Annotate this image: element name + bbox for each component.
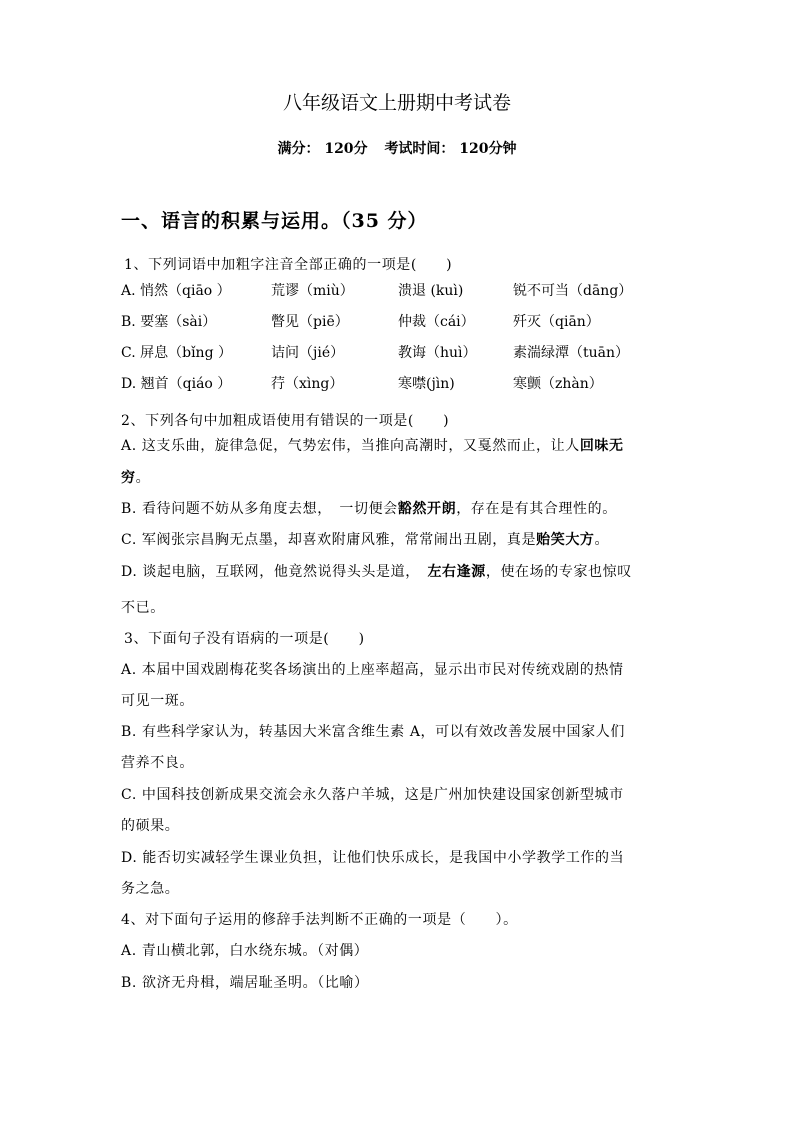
option-cell: 锐不可当（dāng） [513,283,633,299]
bold-idiom: 左右逢源 [427,564,486,580]
option-cell: 荒谬（miù） [271,283,354,299]
exam-time: 考试时间： 120分钟 [384,141,517,157]
option-cell: B. 要塞（sài） [121,314,217,330]
option-cell: D. 翘首（qiáo ） [121,376,232,392]
question-1-stem: 1、下列词语中加粗字注音全部正确的一项是( ) [124,257,453,273]
option-cell: 溃退 (kuì) [398,283,464,299]
bold-idiom: 穷 [121,470,136,486]
exam-meta [0,138,794,158]
option-text: ，使在场的专家也惊叹 [485,564,632,580]
question-3-option-b-cont: 营养不良。 [121,755,194,771]
question-3-option-c-cont: 的硕果。 [121,818,180,834]
question-3-option-a: A. 本届中国戏剧梅花奖各场演出的上座率超高，显示出市民对传统戏剧的热情 [121,662,624,678]
question-3-option-c: C. 中国科技创新成果交流会永久落户羊城，这是广州加快建设国家创新型城市 [121,787,624,803]
question-3-option-b: B. 有些科学家认为，转基因大米富含维生素 A，可以有效改善发展中国家人们 [121,724,625,740]
question-3-option-a-cont: 可见一斑。 [121,693,194,709]
option-text: ，存在是有其合理性的。 [456,501,617,517]
question-3-stem: 3、下面句子没有语病的一项是( ) [124,631,365,647]
option-cell: 素湍绿潭（tuān） [513,345,630,361]
option-cell: 歼灭（qiān） [513,314,600,330]
question-2-option-c [121,529,609,549]
question-3-option-d-cont: 务之急。 [121,881,180,897]
section-heading: 一、语言的积累与运用。（35 分） [121,210,428,232]
option-text: A. 这支乐曲，旋律急促，气势宏伟，当推向高潮时，又戛然而止，让人 [121,438,580,454]
question-3-option-d: D. 能否切实减轻学生课业负担，让他们快乐成长，是我国中小学教学工作的当 [121,850,625,866]
question-4-option-b: B. 欲济无舟楫，端居耻圣明。（比喻） [121,975,369,991]
option-cell: 寒噤(jìn) [398,376,455,392]
option-cell: 教诲（huì） [398,345,477,361]
bold-idiom: 贻笑大方 [536,532,595,548]
option-cell: 荇（xìng） [271,376,344,392]
option-text: B. 看待问题不妨从多角度去想， 一切便会 [121,501,398,517]
option-text: C. 军阀张宗昌胸无点墨，却喜欢附庸风雅，常常闹出丑剧，真是 [121,532,537,548]
option-cell: A. 悄然（qiāo ） [121,283,231,299]
question-2-option-a-cont [121,467,150,487]
question-4-stem: 4、对下面句子运用的修辞手法判断不正确的一项是（ ）。 [121,912,518,928]
option-cell: 诘问（jié） [271,345,345,361]
question-2-stem: 2、下列各句中加粗成语使用有错误的一项是( ) [121,413,450,429]
exam-title: 八年级语文上册期中考试卷 [282,92,511,114]
option-text: 。 [594,532,610,548]
question-2-option-a [121,435,624,455]
question-4-option-a: A. 青山横北郭，白水绕东城。（对偶） [121,943,369,959]
bold-idiom: 豁然开朗 [397,501,457,517]
option-cell: 瞥见（piē） [271,314,349,330]
option-cell: C. 屏息（bǐng ） [121,345,232,361]
option-text: 。 [135,470,151,486]
question-2-option-b [121,498,617,518]
option-text: D. 谈起电脑，互联网，他竟然说得头头是道， [121,564,428,580]
full-marks: 满分： 120分 [277,141,368,157]
bold-idiom: 回味无 [579,438,624,454]
question-2-option-d-cont: 不已。 [121,600,165,616]
option-cell: 仲裁（cái） [398,314,475,330]
question-2-option-d [121,561,632,581]
option-cell: 寒颤（zhàn） [513,376,603,392]
